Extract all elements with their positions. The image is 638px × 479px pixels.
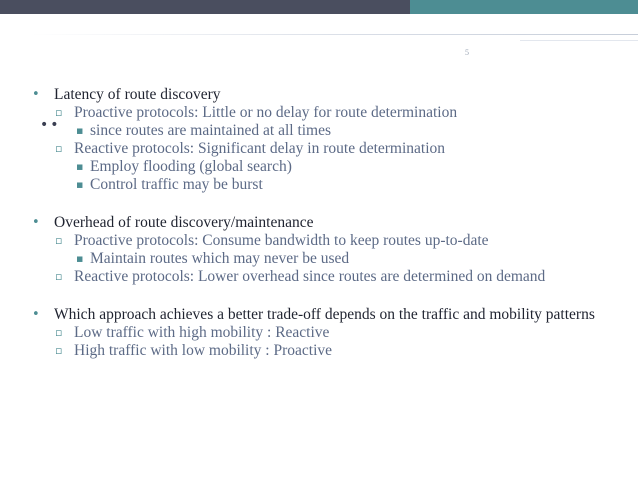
bullet-text: Proactive protocols: Consume bandwidth to keep routes up-to-date	[74, 232, 489, 249]
bullet-square-icon: ▫	[55, 142, 63, 155]
bullet-level2	[32, 324, 622, 342]
bullet-text: Reactive protocols: Significant delay in route determination	[74, 140, 446, 157]
top-bar-accent	[410, 0, 638, 14]
bullet-text: Control traffic may be burst	[90, 176, 263, 193]
bullet-small-square-icon: ▪	[76, 178, 84, 191]
bullet-level2	[32, 104, 622, 122]
bullet-text: Low traffic with high mobility : Reactive	[74, 324, 330, 341]
decorative-dots: ••	[40, 117, 61, 133]
bullet-text: Maintain routes which may never be used	[90, 250, 350, 267]
bullet-text: since routes are maintained at all times	[90, 122, 332, 139]
bullet-level2	[32, 140, 622, 158]
header-rule-secondary	[520, 40, 638, 41]
bullet-square-icon: ▫	[55, 234, 63, 247]
bullet-dot-icon: •	[32, 87, 40, 102]
bullet-small-square-icon: ▪	[76, 252, 84, 265]
bullet-text: Employ flooding (global search)	[90, 158, 292, 175]
bullet-dot-icon: •	[32, 307, 40, 322]
bullet-square-icon: ▫	[55, 270, 63, 283]
bullet-square-icon: ▫	[55, 326, 63, 339]
bullet-level1	[32, 86, 622, 104]
bullet-overhead	[32, 214, 622, 286]
page-number: 5	[465, 48, 469, 57]
bullet-latency	[32, 86, 622, 194]
bullet-text: Latency of route discovery	[54, 86, 221, 103]
bullet-text: Proactive protocols: Little or no delay for route determination	[74, 104, 458, 121]
bullet-level3	[32, 122, 622, 140]
bullet-small-square-icon: ▪	[76, 124, 84, 137]
slide-content	[32, 86, 622, 380]
bullet-square-icon: ▫	[55, 106, 63, 119]
bullet-level3	[32, 176, 622, 194]
bullet-level2	[32, 268, 622, 286]
bullet-text: High traffic with low mobility : Proactive	[74, 342, 333, 359]
bullet-level3	[32, 158, 622, 176]
bullet-level2	[32, 342, 622, 360]
bullet-dot-icon: •	[32, 215, 40, 230]
bullet-level2	[32, 232, 622, 250]
bullet-small-square-icon: ▪	[76, 160, 84, 173]
bullet-level3	[32, 250, 622, 268]
bullet-text: Reactive protocols: Lower overhead since routes are determined on demand	[74, 268, 546, 285]
header-rule	[30, 34, 638, 35]
bullet-level1	[32, 306, 622, 324]
bullet-text: Which approach achieves a better trade-off depends on the traffic and mobility patterns	[54, 306, 595, 323]
bullet-level1	[32, 214, 622, 232]
bullet-text: Overhead of route discovery/maintenance	[54, 214, 314, 231]
top-bar-dark	[0, 0, 410, 14]
bullet-tradeoff	[32, 306, 622, 360]
bullet-square-icon: ▫	[55, 344, 63, 357]
